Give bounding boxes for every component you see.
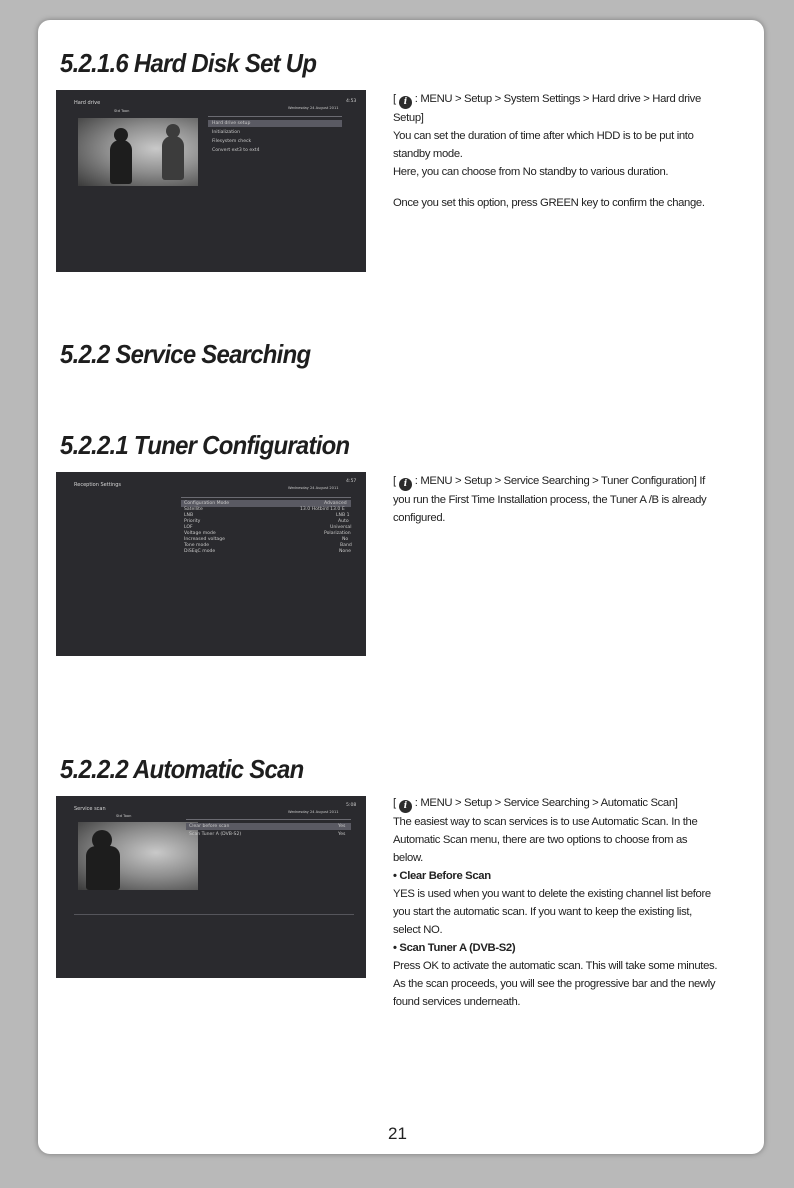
screen-time: 5:08 <box>346 803 357 808</box>
page-number: 21 <box>388 1124 407 1143</box>
preview-image <box>78 118 198 186</box>
setting-label[interactable]: Clear before scan <box>189 824 230 829</box>
setting-value: LNB 1 <box>336 513 350 518</box>
bullet-heading: • Scan Tuner A (DVB-S2) <box>393 942 516 954</box>
setting-value: Auto <box>338 519 349 524</box>
setting-value: Universal <box>330 525 352 530</box>
paragraph: You can set the duration of time after which HDD is to be put into standby mode. <box>393 130 694 160</box>
preview-image <box>78 822 198 890</box>
screen-title: Reception Settings <box>74 482 121 488</box>
paragraph: Press OK to activate the automatic scan. This will take some minutes. As the scan proceeds, you will see the progressive bar and the newly found services underneath. <box>393 960 718 1008</box>
screen-subtitle: Std Toon <box>114 109 130 113</box>
setting-label[interactable]: Increased voltage <box>184 537 225 542</box>
setting-value: Advanced <box>324 501 347 506</box>
screen-subtitle: Std Toon <box>116 814 132 818</box>
info-icon: i <box>399 96 412 109</box>
menu-path: : MENU > Setup > System Settings > Hard drive > Hard drive Setup] <box>393 93 701 124</box>
progress-divider <box>74 914 354 915</box>
setting-value: Band <box>340 543 352 548</box>
menu-separator <box>181 497 351 498</box>
setting-label[interactable]: Priority <box>184 519 201 524</box>
bullet-heading: • Clear Before Scan <box>393 870 491 882</box>
menu-separator <box>186 819 351 820</box>
setting-value: Yes <box>338 824 346 829</box>
setting-label[interactable]: Satellite <box>184 507 203 512</box>
setting-value: None <box>339 549 351 554</box>
screen-title: Hard drive <box>74 100 101 106</box>
silhouette-figure-2 <box>162 136 184 180</box>
paragraph: Here, you can choose from No standby to various duration. <box>393 166 669 178</box>
paragraph: The easiest way to scan services is to use Automatic Scan. In the Automatic Scan menu, there are two options to choose from as below. <box>393 816 698 864</box>
menu-item[interactable]: Filesystem check <box>212 139 252 144</box>
screen-title: Service scan <box>74 806 106 812</box>
heading-tuner-configuration: 5.2.2.1 Tuner Configuration <box>60 430 350 460</box>
setting-label[interactable]: DiSEqC mode <box>184 549 216 554</box>
screen-date: Wednesday 24 August 2011 <box>288 486 339 490</box>
menu-path: : MENU > Setup > Service Searching > Automatic Scan] <box>414 797 678 809</box>
setting-label[interactable]: Configuration Mode <box>184 501 230 506</box>
heading-automatic-scan: 5.2.2.2 Automatic Scan <box>60 754 304 784</box>
automatic-scan-text: [ i : MENU > Setup > Service Searching > Automatic Scan] The easiest way to scan services is to use Automatic Scan. In the Automatic Scan menu, there are two options to choose from as below. • Clear Before Scan YES is used when you want to delete the existing channel list before you start the automatic scan. If you want to keep the existing list, select NO. • Scan Tuner A (DVB-S2) Press OK to activate the automatic scan. This will take some minutes. As the scan proceeds, you will see the progressive bar and the newly found services underneath. <box>393 794 719 1011</box>
menu-item[interactable]: Initialization <box>212 130 241 135</box>
screen-date: Wednesday 24 August 2011 <box>288 106 339 110</box>
screen-date: Wednesday 24 August 2011 <box>288 810 339 814</box>
setting-value: No <box>342 537 349 542</box>
heading-service-searching: 5.2.2 Service Searching <box>60 339 311 369</box>
screenshot-hard-drive-menu <box>56 90 366 272</box>
setting-value: 13.0 Hotbird 13.0 E <box>300 507 345 512</box>
silhouette-figure <box>86 846 120 890</box>
screen-time: 4:53 <box>346 99 357 104</box>
setting-label[interactable]: Tone mode <box>184 543 210 548</box>
menu-item[interactable]: Convert ext3 to ext4 <box>212 148 260 153</box>
setting-value: Yes <box>338 832 346 837</box>
tuner-text: [ i : MENU > Setup > Service Searching > Tuner Configuration] If you run the First Time Installation process, the Tuner A /B is already configured. <box>393 475 707 524</box>
setting-label[interactable]: LOF <box>184 525 193 530</box>
info-icon: i <box>399 478 412 491</box>
setting-label[interactable]: Voltage mode <box>184 531 216 536</box>
menu-separator <box>208 116 342 117</box>
hard-disk-text: [ i : MENU > Setup > System Settings > Hard drive > Hard drive Setup] You can set the duration of time after which HDD is to be put into standby mode. Here, you can choose from No standby to various duration. Once you set this option, press GREEN key to confirm the change. <box>393 90 719 212</box>
screenshot-service-scan <box>56 796 366 978</box>
screen-time: 4:57 <box>346 479 357 484</box>
info-icon: i <box>399 800 412 813</box>
paragraph: YES is used when you want to delete the existing channel list before you start the automatic scan. If you want to keep the existing list, select NO. <box>393 888 711 936</box>
menu-item[interactable]: Hard drive setup <box>212 121 251 126</box>
heading-hard-disk-setup: 5.2.1.6 Hard Disk Set Up <box>60 48 317 78</box>
setting-label[interactable]: LNB <box>184 513 194 518</box>
menu-path: : MENU > Setup > Service Searching > Tuner Configuration] If you run the First Time Installation process, the Tuner A /B is already configured. <box>393 475 707 524</box>
screenshot-reception-settings <box>56 472 366 656</box>
setting-label[interactable]: Scan Tuner A (DVB-S2) <box>189 832 242 837</box>
paragraph: Once you set this option, press GREEN key to confirm the change. <box>393 197 705 209</box>
setting-value: Polarization <box>324 531 351 536</box>
silhouette-figure <box>110 140 132 184</box>
